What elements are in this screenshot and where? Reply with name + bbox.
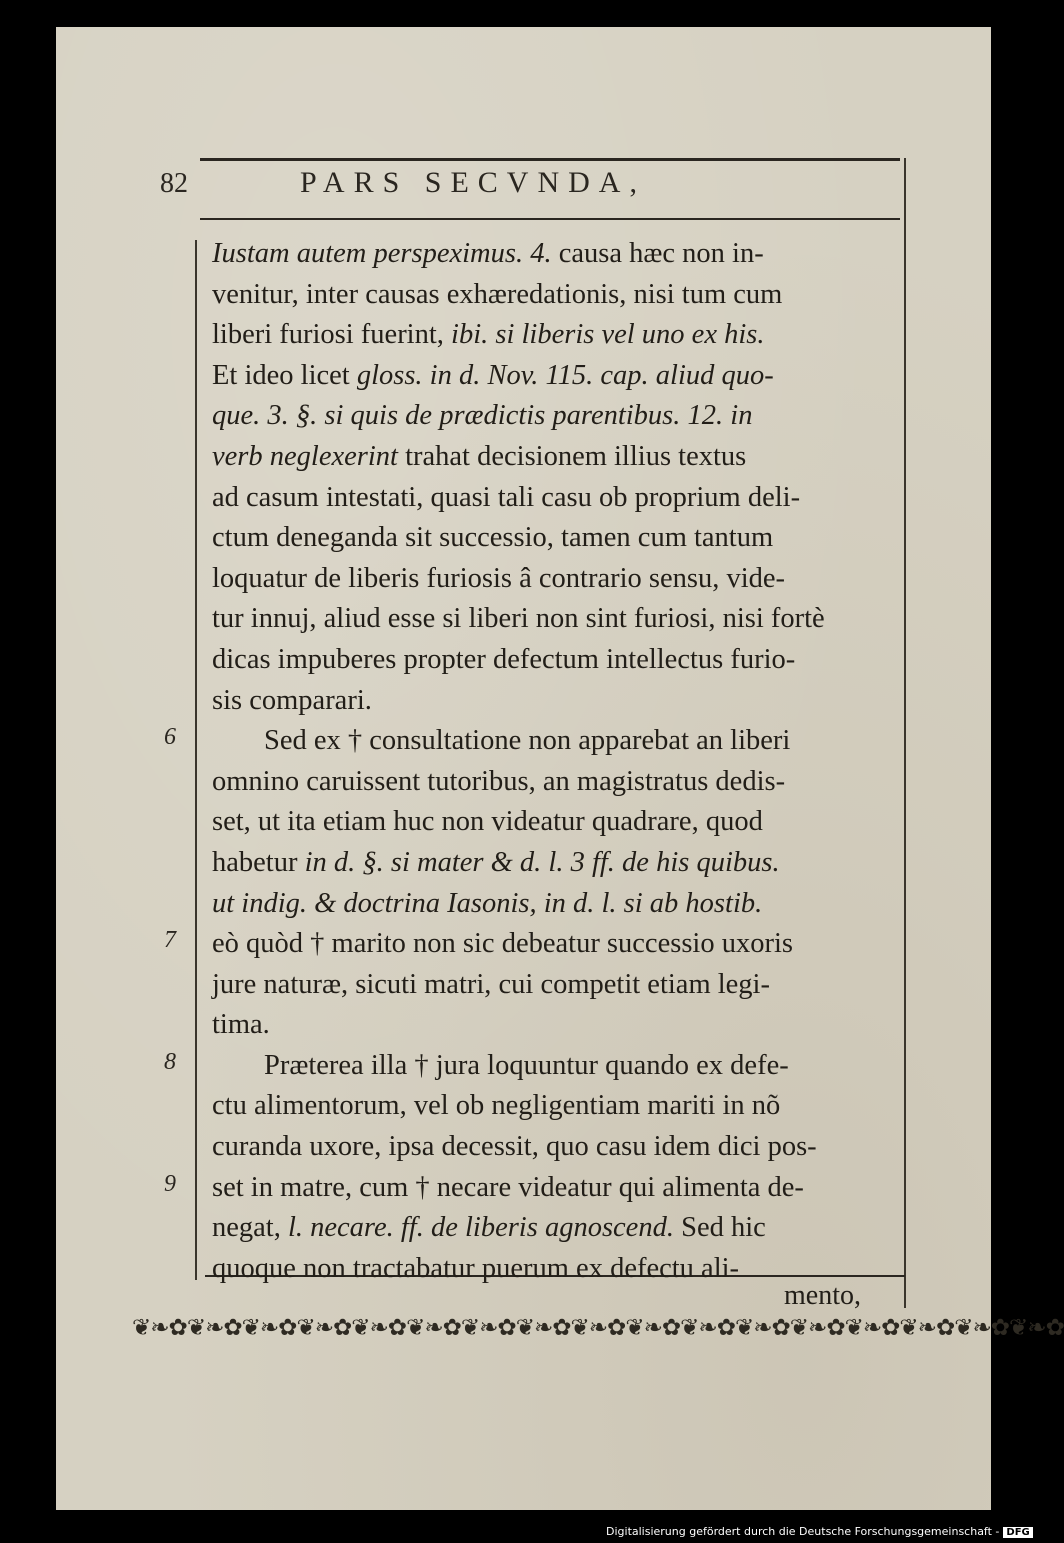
line-text: dicas impuberes propter defectum intellectus furio-: [212, 643, 796, 675]
digitization-credit: [606, 1525, 1033, 1538]
credit-text: Digitalisierung gefördert durch die Deutsche Forschungsgemeinschaft -: [606, 1525, 1000, 1538]
line-text: loquatur de liberis furiosis â contrario sensu, vide-: [212, 562, 786, 594]
text-line: [212, 1086, 902, 1127]
line-text: Et ideo licet: [212, 359, 357, 391]
text-line: [212, 1208, 902, 1249]
text-line: [212, 599, 902, 640]
body-text: [212, 234, 902, 1289]
line-text: eò quòd † marito non sic debeatur successio uxoris: [212, 928, 793, 960]
text-line: [212, 437, 902, 478]
line-text: tur innuj, aliud esse si liberi non sint furiosi, nisi fortè: [212, 603, 825, 635]
text-line: [212, 478, 902, 519]
text-line: [212, 396, 902, 437]
line-text: causa hæc non in-: [551, 238, 764, 269]
margin-number: 6: [164, 724, 176, 750]
line-text: Sed hic: [673, 1212, 766, 1244]
line-text: sis comparari.: [212, 684, 372, 716]
citation-text: ibi. si liberis vel uno ex his.: [451, 319, 765, 351]
text-line: [212, 924, 902, 965]
text-line: [212, 1005, 902, 1046]
line-text: Sed ex † consultatione non apparebat an liberi: [264, 725, 791, 757]
text-line: [212, 315, 902, 356]
margin-number: 9: [164, 1170, 176, 1197]
citation-text: in d. §. si mater & d. l. 3 ff. de his quibus.: [304, 846, 780, 878]
citation-text: l. necare. ff. de liberis agnoscend.: [287, 1212, 674, 1244]
text-line: [212, 640, 902, 681]
line-text: habetur: [212, 846, 305, 878]
line-text: omnino caruissent tutoribus, an magistratus dedis-: [212, 765, 786, 797]
text-line: [212, 762, 902, 803]
text-line: [212, 884, 902, 925]
line-text: tima.: [212, 1009, 270, 1041]
line-text: ctum deneganda sit successio, tamen cum tantum: [212, 522, 774, 554]
text-line: [212, 518, 902, 559]
margin-number: 7: [164, 927, 176, 953]
citation-text: verb neglexerint: [212, 440, 398, 472]
line-text: trahat decisionem illius textus: [397, 440, 747, 472]
line-text: set in matre, cum † necare videatur qui alimenta de-: [212, 1171, 804, 1203]
text-frame-left: [195, 240, 197, 1280]
line-text: ctu alimentorum, vel ob negligentiam mariti in nõ: [212, 1090, 781, 1122]
line-text: curanda uxore, ipsa decessit, quo casu idem dici pos-: [212, 1131, 817, 1163]
citation-text: ut indig. & doctrina Iasonis, in d. l. si ab hostib.: [212, 887, 763, 919]
page-number: 82: [160, 168, 188, 199]
catchword: mento,: [784, 1280, 861, 1311]
text-line: [212, 802, 902, 843]
margin-number: 8: [164, 1048, 176, 1075]
citation-text: gloss. in d. Nov. 115. cap. aliud quo-: [356, 359, 774, 391]
running-head: PARS SECVNDA,: [300, 166, 646, 199]
text-line: [212, 275, 902, 316]
text-line: [212, 843, 902, 884]
text-line: [212, 559, 902, 600]
header-rule: [200, 158, 900, 161]
line-text: liberi furiosi fuerint,: [212, 319, 452, 351]
line-text: ad casum intestati, quasi tali casu ob proprium deli-: [212, 481, 801, 513]
text-frame-right: [904, 158, 906, 1308]
line-text: quoque non tractabatur puerum ex defectu ali-: [212, 1252, 740, 1284]
text-line: [212, 721, 902, 762]
line-text: set, ut ita etiam huc non videatur quadrare, quod: [212, 806, 763, 838]
line-text: negat,: [212, 1212, 288, 1244]
text-line: [212, 965, 902, 1006]
citation-text: Iustam autem perspeximus. 4.: [212, 238, 552, 269]
text-line: [212, 681, 902, 722]
text-line: [212, 234, 902, 275]
dfg-logo: DFG: [1003, 1527, 1032, 1538]
line-text: Præterea illa † jura loquuntur quando ex defe-: [264, 1049, 789, 1081]
citation-text: que. 3. §. si quis de prædictis parentibus. 12. in: [212, 400, 753, 432]
header-rule-lower: [200, 218, 900, 220]
text-line: [212, 356, 902, 397]
ornament-border: ❦❧✿❦❧✿❦❧✿❦❧✿❦❧✿❦❧✿❦❧✿❦❧✿❦❧✿❦❧✿❦❧✿❦❧✿❦❧✿❦❧✿❦❧✿❦❧✿❦❧✿: [132, 1315, 1064, 1341]
text-line: [212, 1168, 902, 1209]
line-text: jure naturæ, sicuti matri, cui competit etiam legi-: [212, 968, 770, 1000]
text-line: [212, 1046, 902, 1087]
text-line: [212, 1127, 902, 1168]
line-text: venitur, inter causas exhæredationis, nisi tum cum: [212, 278, 783, 310]
